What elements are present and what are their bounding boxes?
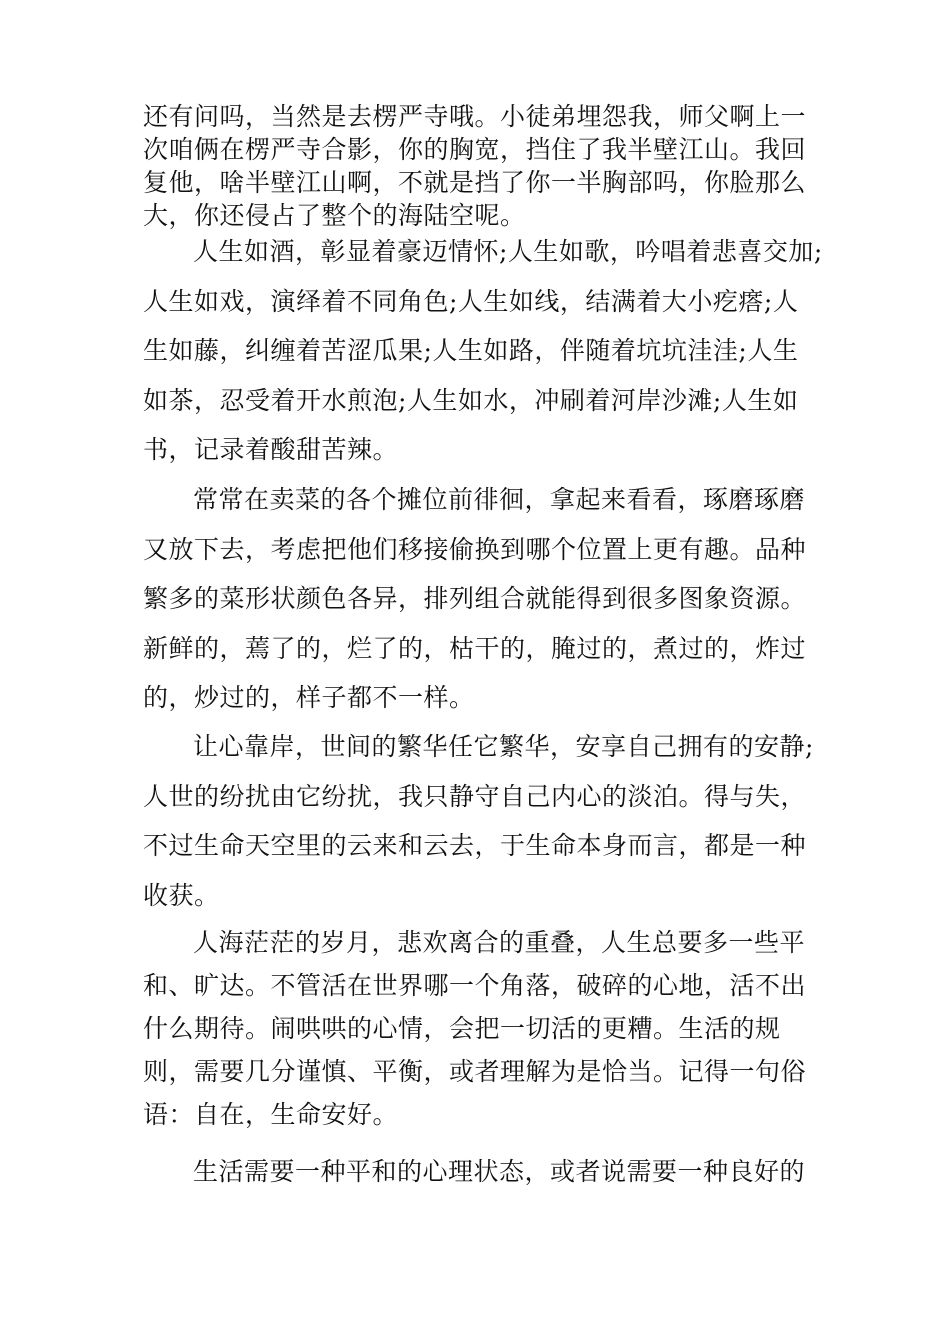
paragraph-1: 还有问吗，当然是去楞严寺哦。小徒弟埋怨我，师父啊上一次咱俩在楞严寺合影，你的胸宽，挡住了我半壁江山。我回复他，啥半壁江山啊，不就是挡了你一半胸部吗，你脸那么大，你还侵占了整个的海陆空呢。 (143, 102, 807, 230)
paragraph-5: 人海茫茫的岁月，悲欢离合的重叠，人生总要多一些平和、旷达。不管活在世界哪一个角落，破碎的心地，活不出什么期待。闹哄哄的心情，会把一切活的更糟。生活的规则，需要几分谨慎、平衡，或者理解为是恰当。记得一句俗语：自在，生命安好。 (143, 928, 807, 1129)
paragraph-2: 人生如酒，彰显着豪迈情怀;人生如歌，吟唱着悲喜交加;人生如戏，演绎着不同角色;人生如线，结满着大小疙瘩;人生如藤，纠缠着苦涩瓜果;人生如路，伴随着坑坑洼洼;人生如茶，忍受着开水煎泡;人生如水，冲刷着河岸沙滩;人生如书，记录着酸甜苦辣。 (143, 237, 823, 464)
paragraph-6: 生活需要一种平和的心理状态，或者说需要一种良好的 (193, 1157, 806, 1186)
paragraph-4: 让心靠岸，世间的繁华任它繁华，安享自己拥有的安静;人世的纷扰由它纷扰，我只静守自己内心的淡泊。得与失，不过生命天空里的云来和云去，于生命本身而言，都是一种收获。 (143, 732, 814, 910)
paragraph-3: 常常在卖菜的各个摊位前徘徊，拿起来看看，琢磨琢磨又放下去，考虑把他们移接偷换到哪个位置上更有趣。品种繁多的菜形状颜色各异，排列组合就能得到很多图象资源。新鲜的，蔫了的，烂了的，枯干的，腌过的，煮过的，炸过的，炒过的，样子都不一样。 (143, 485, 807, 712)
